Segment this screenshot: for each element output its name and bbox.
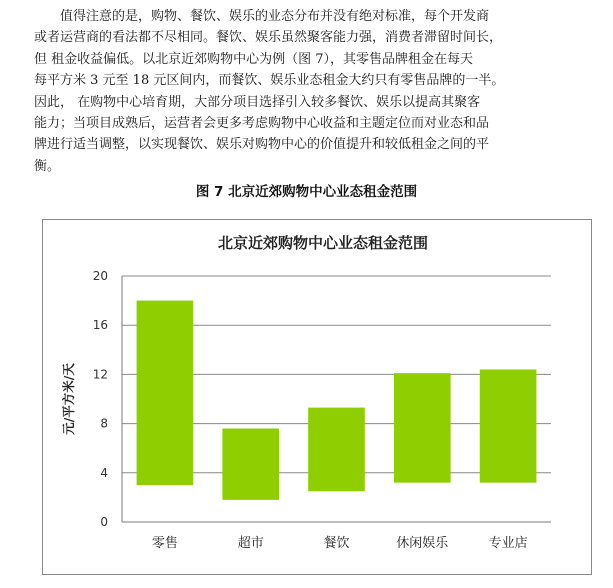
x-tick-label: 休闲娱乐 [396,536,449,551]
range-bar [137,301,194,486]
body-line: 但 租金收益偏低。以北京近郊购物中心为例（图 7），其零售品牌租金在每天 [34,51,474,67]
chart-title: 北京近郊购物中心业态租金范围 [217,234,429,252]
range-bar [394,373,451,482]
y-tick-label: 4 [100,465,108,480]
bars [137,301,537,500]
y-axis-label: 元/平方米/天 [61,363,76,435]
y-tick-label: 20 [92,269,108,283]
x-tick-label: 零售 [151,536,178,551]
x-tick-label: 餐饮 [323,536,350,551]
body-line: 能力；当项目成熟后，运营者会更多考虑购物中心收益和主题定位而对业态和品 [34,116,490,132]
x-tick-label: 超市 [237,536,264,551]
figure-caption: 图 7 北京近郊购物中心业态租金范围 [195,184,418,200]
range-bar [222,429,279,500]
range-bar-chart [43,220,591,574]
body-line: 衡。 [34,158,61,174]
body-line: 值得注意的是，购物、餐饮、娱乐的业态分布并没有绝对标准，每个开发商 [60,9,490,24]
body-line: 或者运营商的看法都不尽相同。餐饮、娱乐虽然聚客能力强，消费者滞留时间长， [34,30,503,46]
body-line: 因此， 在购物中心培育期，大部分项目选择引入较多餐饮、娱乐以提高其聚客 [34,94,481,110]
y-tick-label: 0 [100,515,108,529]
body-paragraph [34,6,594,177]
range-bar [480,369,537,482]
x-tick-label: 专业店 [488,536,528,551]
y-tick-label: 12 [92,367,108,382]
y-tick-label: 8 [100,416,108,431]
chart-frame [42,219,592,575]
body-line: 牌进行适当调整，以实现餐饮、娱乐对购物中心的价值提升和较低租金之间的平 [34,137,490,153]
y-tick-label: 16 [92,318,108,333]
range-bar [308,408,365,492]
body-line: 每平方米 3 元至 18 元区间内，而餐饮、娱乐业态租金大约只有零售品牌的一半。 [34,73,505,89]
